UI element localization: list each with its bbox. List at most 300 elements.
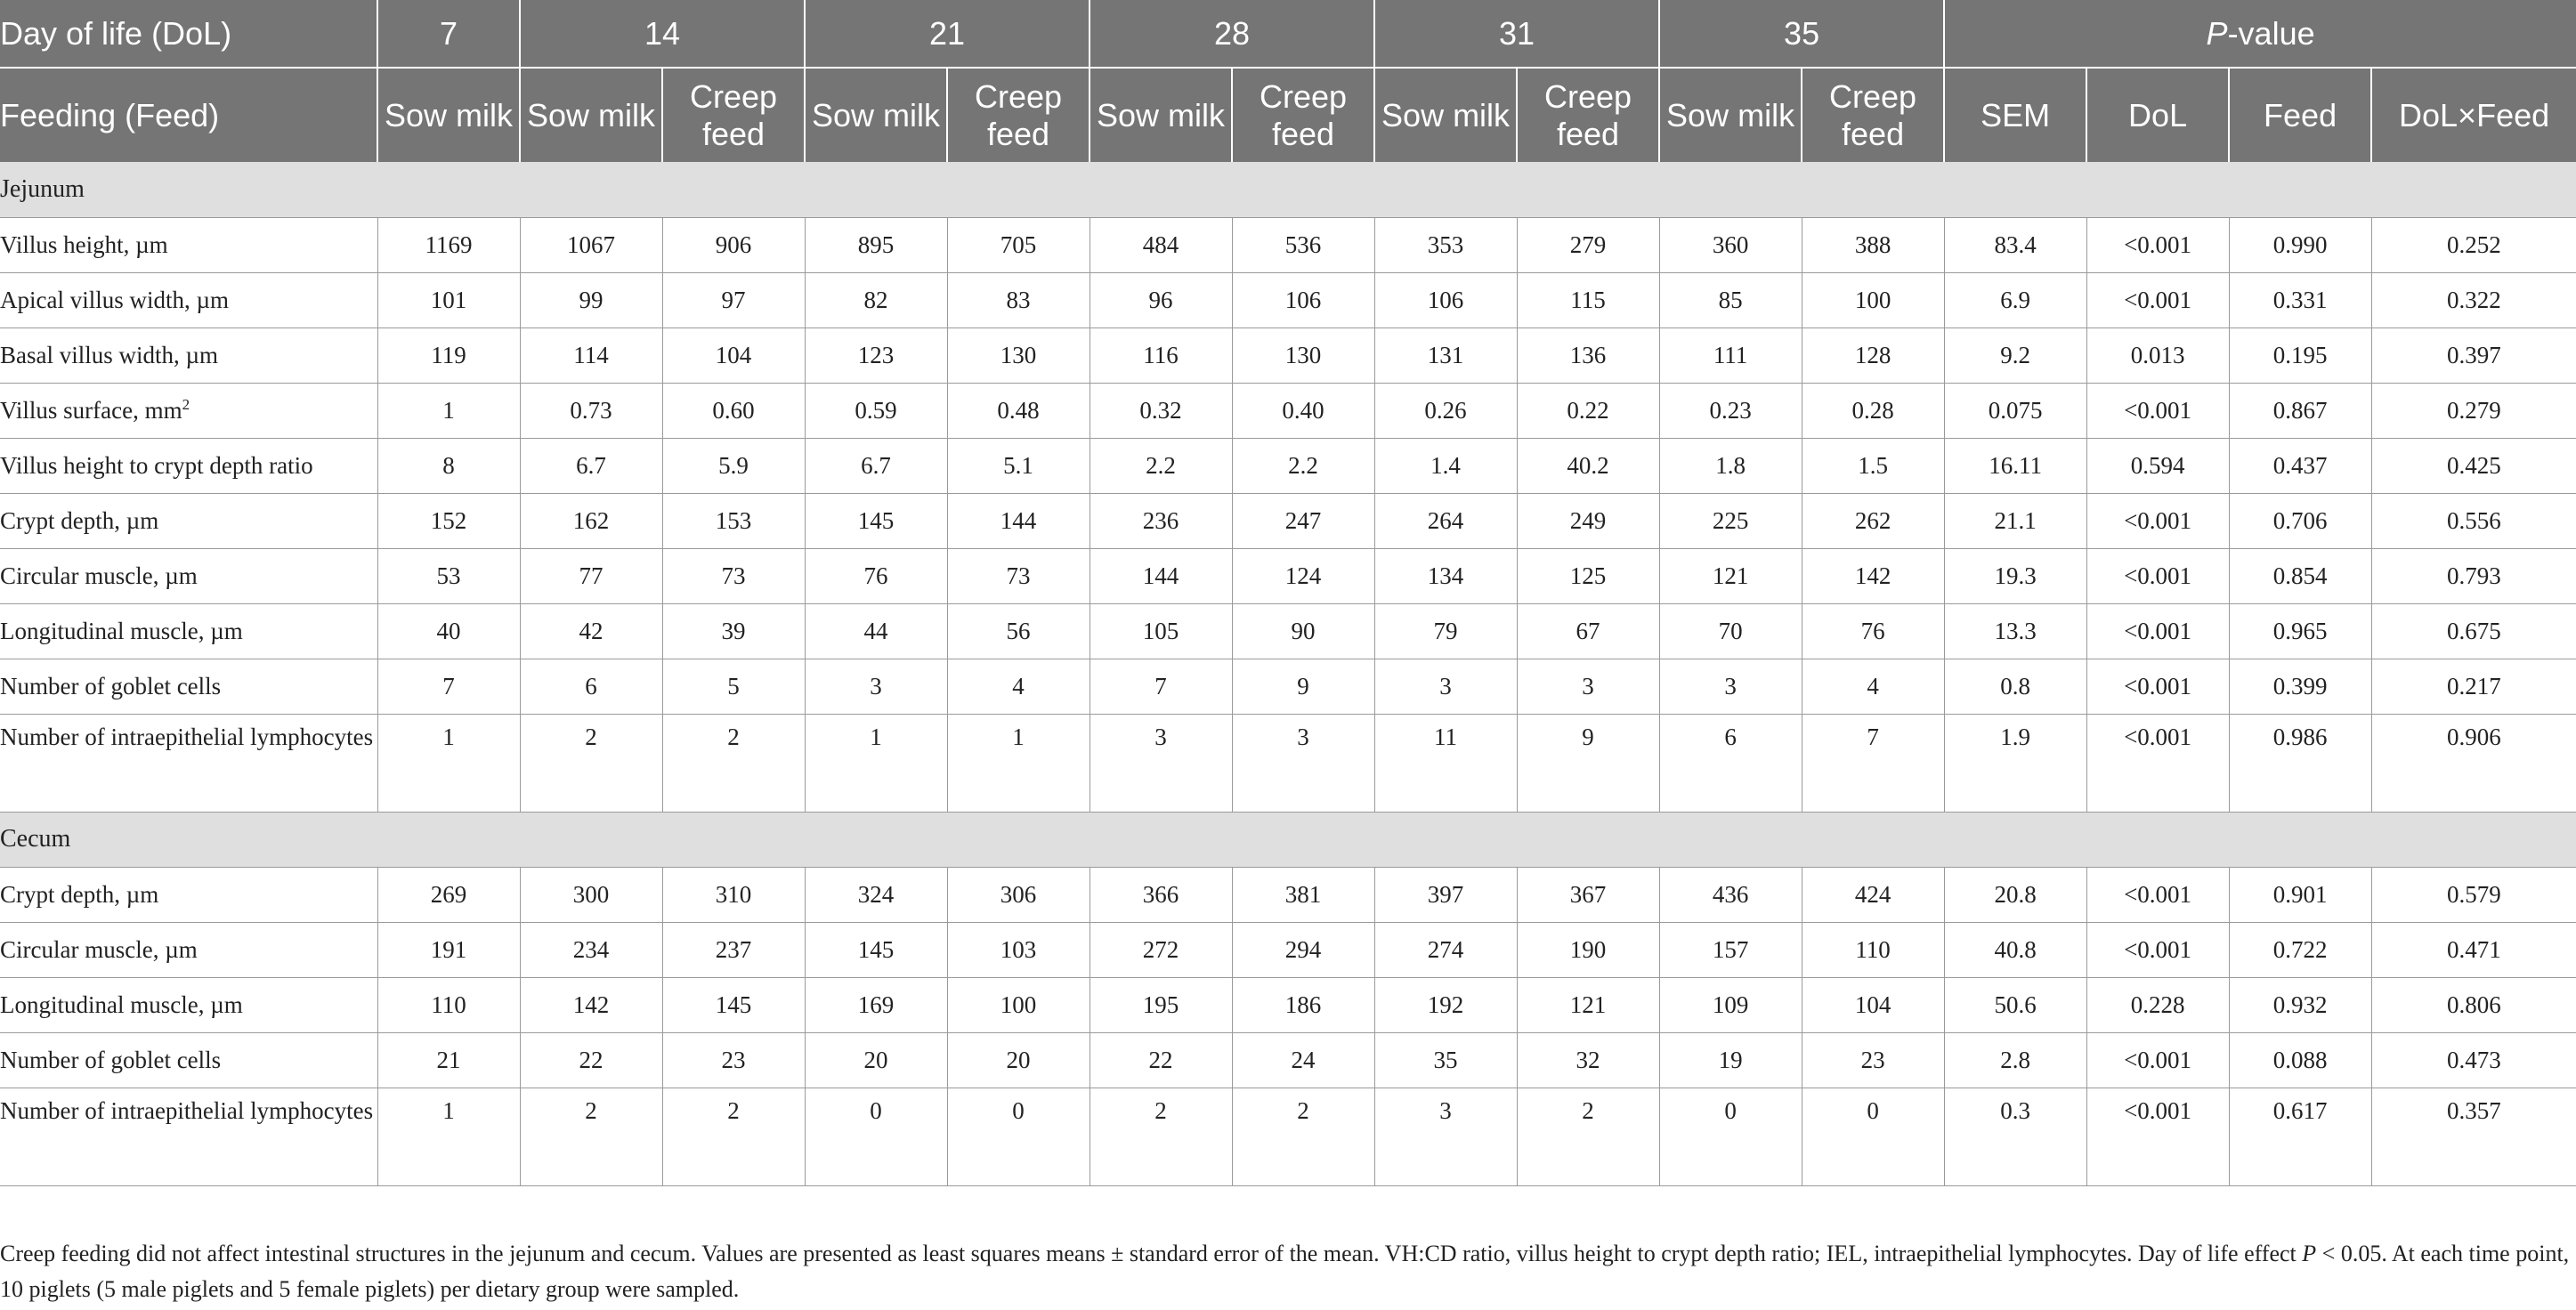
table-cell: 186 bbox=[1232, 977, 1374, 1032]
table-cell: 1.5 bbox=[1802, 438, 1944, 493]
table-cell: 234 bbox=[520, 922, 662, 977]
table-cell: 142 bbox=[520, 977, 662, 1032]
table-cell: 0.228 bbox=[2086, 977, 2229, 1032]
table-cell: 0.990 bbox=[2229, 217, 2371, 272]
table-cell: 0.806 bbox=[2371, 977, 2576, 1032]
table-cell: 0.013 bbox=[2086, 328, 2229, 383]
table-cell: 145 bbox=[662, 977, 805, 1032]
header-day-31: 31 bbox=[1374, 0, 1659, 68]
table-cell: 0.556 bbox=[2371, 493, 2576, 548]
table-cell: 6.9 bbox=[1944, 272, 2086, 328]
table-cell: 119 bbox=[377, 328, 520, 383]
table-footnote bbox=[0, 1236, 2576, 1307]
table-cell: 53 bbox=[377, 548, 520, 603]
table-cell: 1.4 bbox=[1374, 438, 1517, 493]
header-feeding-col: Creep feed bbox=[1232, 68, 1374, 162]
table-cell: 7 bbox=[1802, 714, 1944, 812]
table-row bbox=[0, 977, 2576, 1032]
table-cell: 895 bbox=[805, 217, 947, 272]
table-cell: 128 bbox=[1802, 328, 1944, 383]
table-cell: 20.8 bbox=[1944, 867, 2086, 922]
table-cell: 195 bbox=[1090, 977, 1232, 1032]
table-cell: 42 bbox=[520, 603, 662, 659]
table-cell: 388 bbox=[1802, 217, 1944, 272]
table-cell: 0.932 bbox=[2229, 977, 2371, 1032]
row-label bbox=[0, 922, 377, 977]
row-label bbox=[0, 217, 377, 272]
header-day-21: 21 bbox=[805, 0, 1090, 68]
table-cell: 104 bbox=[1802, 977, 1944, 1032]
table-cell: 153 bbox=[662, 493, 805, 548]
table-cell: 324 bbox=[805, 867, 947, 922]
table-cell: 5 bbox=[662, 659, 805, 714]
table-cell: 4 bbox=[947, 659, 1090, 714]
header-p-value bbox=[1944, 0, 2576, 68]
table-cell: 225 bbox=[1659, 493, 1802, 548]
table-cell: 73 bbox=[947, 548, 1090, 603]
table-cell: 110 bbox=[1802, 922, 1944, 977]
row-label-text: Villus surface, mm bbox=[0, 396, 182, 424]
table-cell: 0.901 bbox=[2229, 867, 2371, 922]
table-cell: 110 bbox=[377, 977, 520, 1032]
table-cell: 8 bbox=[377, 438, 520, 493]
table-row bbox=[0, 272, 2576, 328]
table-cell: 0.40 bbox=[1232, 383, 1374, 438]
table-cell: 23 bbox=[662, 1032, 805, 1088]
table-cell: 0.217 bbox=[2371, 659, 2576, 714]
table-cell: 0.73 bbox=[520, 383, 662, 438]
table-cell: 381 bbox=[1232, 867, 1374, 922]
table-cell: 367 bbox=[1517, 867, 1659, 922]
table-cell: 360 bbox=[1659, 217, 1802, 272]
table-cell: 0.357 bbox=[2371, 1088, 2576, 1185]
table-row bbox=[0, 867, 2576, 922]
table-cell: 22 bbox=[520, 1032, 662, 1088]
table-cell: 2.2 bbox=[1232, 438, 1374, 493]
table-cell: 0.867 bbox=[2229, 383, 2371, 438]
row-label bbox=[0, 328, 377, 383]
table-cell: 705 bbox=[947, 217, 1090, 272]
table-cell: 4 bbox=[1802, 659, 1944, 714]
header-feeding-col: Creep feed bbox=[1802, 68, 1944, 162]
row-label bbox=[0, 1088, 377, 1185]
table-cell: 0.3 bbox=[1944, 1088, 2086, 1185]
table-cell: <0.001 bbox=[2086, 714, 2229, 812]
table-cell: 274 bbox=[1374, 922, 1517, 977]
table-cell: 121 bbox=[1659, 548, 1802, 603]
table-cell: 40.2 bbox=[1517, 438, 1659, 493]
table-cell: 142 bbox=[1802, 548, 1944, 603]
table-cell: <0.001 bbox=[2086, 1032, 2229, 1088]
table-cell: 152 bbox=[377, 493, 520, 548]
table-cell: 249 bbox=[1517, 493, 1659, 548]
header-day-14: 14 bbox=[520, 0, 805, 68]
table-cell: 111 bbox=[1659, 328, 1802, 383]
table-cell: 0.437 bbox=[2229, 438, 2371, 493]
table-cell: 24 bbox=[1232, 1032, 1374, 1088]
header-feeding-col: Sow milk bbox=[1374, 68, 1517, 162]
table-cell: 2 bbox=[1232, 1088, 1374, 1185]
row-label bbox=[0, 383, 377, 438]
header-p-italic: P bbox=[2206, 14, 2228, 52]
table-cell: 130 bbox=[947, 328, 1090, 383]
table-cell: 0.088 bbox=[2229, 1032, 2371, 1088]
row-label bbox=[0, 548, 377, 603]
table-cell: 0.22 bbox=[1517, 383, 1659, 438]
table-cell: 0.579 bbox=[2371, 867, 2576, 922]
table-cell: 436 bbox=[1659, 867, 1802, 922]
section-label: Jejunum bbox=[0, 162, 2576, 217]
row-label bbox=[0, 867, 377, 922]
table-cell: 0.675 bbox=[2371, 603, 2576, 659]
table-cell: 310 bbox=[662, 867, 805, 922]
table-cell: 3 bbox=[805, 659, 947, 714]
table-cell: 1 bbox=[805, 714, 947, 812]
table-cell: <0.001 bbox=[2086, 867, 2229, 922]
table-cell: 1067 bbox=[520, 217, 662, 272]
table-row bbox=[0, 548, 2576, 603]
table-cell: 192 bbox=[1374, 977, 1517, 1032]
table-cell: 2 bbox=[662, 1088, 805, 1185]
table-cell: 2 bbox=[520, 714, 662, 812]
table-cell: 0.722 bbox=[2229, 922, 2371, 977]
table-cell: 21 bbox=[377, 1032, 520, 1088]
table-cell: 144 bbox=[947, 493, 1090, 548]
header-feeding-col: Sow milk bbox=[1659, 68, 1802, 162]
row-label bbox=[0, 977, 377, 1032]
table-row bbox=[0, 922, 2576, 977]
table-cell: 73 bbox=[662, 548, 805, 603]
table-cell: 96 bbox=[1090, 272, 1232, 328]
table-cell: 424 bbox=[1802, 867, 1944, 922]
row-label bbox=[0, 438, 377, 493]
header-feeding-col: Creep feed bbox=[662, 68, 805, 162]
section-label: Cecum bbox=[0, 812, 2576, 867]
row-label-text: Apical villus width, µm bbox=[0, 286, 230, 313]
table-cell: 85 bbox=[1659, 272, 1802, 328]
table-cell: 40.8 bbox=[1944, 922, 2086, 977]
header-day-35: 35 bbox=[1659, 0, 1944, 68]
table-cell: 97 bbox=[662, 272, 805, 328]
table-cell: 0.195 bbox=[2229, 328, 2371, 383]
header-feeding-col: Sow milk bbox=[805, 68, 947, 162]
table-cell: 306 bbox=[947, 867, 1090, 922]
header-feeding-label: Feeding (Feed) bbox=[0, 68, 377, 162]
table-cell: 2.2 bbox=[1090, 438, 1232, 493]
table-cell: 6 bbox=[1659, 714, 1802, 812]
table-cell: 23 bbox=[1802, 1032, 1944, 1088]
header-feeding-col: DoL×Feed bbox=[2371, 68, 2576, 162]
table-cell: 3 bbox=[1232, 714, 1374, 812]
table-body bbox=[0, 162, 2576, 1185]
table-cell: 0.32 bbox=[1090, 383, 1232, 438]
table-cell: 19.3 bbox=[1944, 548, 2086, 603]
row-label-text: Basal villus width, µm bbox=[0, 341, 219, 368]
table-cell: 7 bbox=[377, 659, 520, 714]
table-cell: <0.001 bbox=[2086, 272, 2229, 328]
table-row bbox=[0, 659, 2576, 714]
table-cell: 145 bbox=[805, 493, 947, 548]
table-cell: 90 bbox=[1232, 603, 1374, 659]
table-cell: 124 bbox=[1232, 548, 1374, 603]
table-cell: 40 bbox=[377, 603, 520, 659]
table-cell: 5.9 bbox=[662, 438, 805, 493]
table-cell: 2 bbox=[1090, 1088, 1232, 1185]
table-cell: 35 bbox=[1374, 1032, 1517, 1088]
row-label-text: Longitudinal muscle, µm bbox=[0, 617, 243, 644]
table-cell: 162 bbox=[520, 493, 662, 548]
table-cell: 169 bbox=[805, 977, 947, 1032]
table-row bbox=[0, 603, 2576, 659]
table-cell: 3 bbox=[1517, 659, 1659, 714]
table-cell: 353 bbox=[1374, 217, 1517, 272]
table-row bbox=[0, 438, 2576, 493]
table-cell: 125 bbox=[1517, 548, 1659, 603]
header-day-28: 28 bbox=[1090, 0, 1374, 68]
header-feeding-col: Sow milk bbox=[520, 68, 662, 162]
header-day-of-life-label: Day of life (DoL) bbox=[0, 0, 377, 68]
table-cell: 20 bbox=[947, 1032, 1090, 1088]
table-cell: 3 bbox=[1090, 714, 1232, 812]
row-label bbox=[0, 714, 377, 812]
table-cell: 0.594 bbox=[2086, 438, 2229, 493]
row-label-text: Villus height to crypt depth ratio bbox=[0, 451, 313, 479]
table-cell: 99 bbox=[520, 272, 662, 328]
section-row bbox=[0, 162, 2576, 217]
table-row bbox=[0, 328, 2576, 383]
table-cell: 0.617 bbox=[2229, 1088, 2371, 1185]
footnote-text-2: < 0.05. At each time point, 10 piglets (5 male piglets and 5 female piglets) per dietary group were sampled. bbox=[0, 1241, 2570, 1302]
footnote-p-italic: P bbox=[2302, 1241, 2317, 1266]
table-cell: 0.59 bbox=[805, 383, 947, 438]
table-cell: 6.7 bbox=[520, 438, 662, 493]
row-label-text: Number of intraepithelial lymphocytes bbox=[0, 1096, 374, 1124]
table-cell: 262 bbox=[1802, 493, 1944, 548]
table-row bbox=[0, 217, 2576, 272]
table-cell: 131 bbox=[1374, 328, 1517, 383]
table-cell: 103 bbox=[947, 922, 1090, 977]
table-cell: 77 bbox=[520, 548, 662, 603]
table-cell: 536 bbox=[1232, 217, 1374, 272]
table-cell: 115 bbox=[1517, 272, 1659, 328]
table-cell: 0.986 bbox=[2229, 714, 2371, 812]
table-cell: 100 bbox=[947, 977, 1090, 1032]
table-cell: 6.7 bbox=[805, 438, 947, 493]
table-cell: 0.322 bbox=[2371, 272, 2576, 328]
table-cell: 3 bbox=[1374, 659, 1517, 714]
table-cell: 136 bbox=[1517, 328, 1659, 383]
table-cell: 109 bbox=[1659, 977, 1802, 1032]
table-cell: 1 bbox=[377, 383, 520, 438]
table-cell: 0.471 bbox=[2371, 922, 2576, 977]
header-feeding-col: SEM bbox=[1944, 68, 2086, 162]
table-cell: 264 bbox=[1374, 493, 1517, 548]
table-cell: 106 bbox=[1232, 272, 1374, 328]
table-cell: 1 bbox=[377, 1088, 520, 1185]
table-cell: <0.001 bbox=[2086, 548, 2229, 603]
table-cell: 0.23 bbox=[1659, 383, 1802, 438]
footnote-text-1: Creep feeding did not affect intestinal structures in the jejunum and cecum. Values are presented as least squares means ± standard error of the mean. VH:CD ratio, villus height to crypt depth ratio; IEL, intraepithelial lymphocytes. Day of life effect bbox=[0, 1241, 2303, 1266]
header-row-day-of-life bbox=[0, 0, 2576, 68]
table-cell: 237 bbox=[662, 922, 805, 977]
table-cell: 484 bbox=[1090, 217, 1232, 272]
table-cell: 0.279 bbox=[2371, 383, 2576, 438]
row-label bbox=[0, 272, 377, 328]
table-cell: 7 bbox=[1090, 659, 1232, 714]
table-cell: 0.075 bbox=[1944, 383, 2086, 438]
table-cell: 70 bbox=[1659, 603, 1802, 659]
table-cell: 114 bbox=[520, 328, 662, 383]
table-cell: 191 bbox=[377, 922, 520, 977]
row-label-text: Crypt depth, µm bbox=[0, 880, 159, 908]
table-cell: 1 bbox=[947, 714, 1090, 812]
table-row bbox=[0, 1032, 2576, 1088]
table-cell: 236 bbox=[1090, 493, 1232, 548]
row-label-text: Circular muscle, µm bbox=[0, 562, 198, 589]
table-cell: 1169 bbox=[377, 217, 520, 272]
table-cell: 0.26 bbox=[1374, 383, 1517, 438]
table-cell: 21.1 bbox=[1944, 493, 2086, 548]
row-label-text: Number of goblet cells bbox=[0, 1046, 222, 1073]
table-cell: 9 bbox=[1232, 659, 1374, 714]
table-cell: 397 bbox=[1374, 867, 1517, 922]
section-row bbox=[0, 812, 2576, 867]
table-row bbox=[0, 493, 2576, 548]
table-cell: 116 bbox=[1090, 328, 1232, 383]
table-cell: 39 bbox=[662, 603, 805, 659]
table-cell: 0.906 bbox=[2371, 714, 2576, 812]
row-label-text: Crypt depth, µm bbox=[0, 506, 159, 534]
table-cell: 134 bbox=[1374, 548, 1517, 603]
header-day-7: 7 bbox=[377, 0, 520, 68]
table-cell: 269 bbox=[377, 867, 520, 922]
table-cell: 0.425 bbox=[2371, 438, 2576, 493]
table-cell: <0.001 bbox=[2086, 217, 2229, 272]
table-cell: 104 bbox=[662, 328, 805, 383]
table-cell: 79 bbox=[1374, 603, 1517, 659]
table-cell: 145 bbox=[805, 922, 947, 977]
table-cell: 906 bbox=[662, 217, 805, 272]
table-cell: 3 bbox=[1374, 1088, 1517, 1185]
table-cell: 0.965 bbox=[2229, 603, 2371, 659]
table-cell: 0.60 bbox=[662, 383, 805, 438]
table-cell: 50.6 bbox=[1944, 977, 2086, 1032]
table-cell: 190 bbox=[1517, 922, 1659, 977]
row-label-superscript: 2 bbox=[182, 395, 190, 413]
table-cell: 0.252 bbox=[2371, 217, 2576, 272]
table-cell: 0.397 bbox=[2371, 328, 2576, 383]
table-cell: 272 bbox=[1090, 922, 1232, 977]
row-label bbox=[0, 1032, 377, 1088]
table-cell: 82 bbox=[805, 272, 947, 328]
table-cell: 144 bbox=[1090, 548, 1232, 603]
table-cell: 0.473 bbox=[2371, 1032, 2576, 1088]
header-p-rest: -value bbox=[2227, 14, 2315, 52]
table-cell: 0 bbox=[1802, 1088, 1944, 1185]
table-cell: 2 bbox=[662, 714, 805, 812]
table-cell: 123 bbox=[805, 328, 947, 383]
table-cell: 2.8 bbox=[1944, 1032, 2086, 1088]
table-cell: 106 bbox=[1374, 272, 1517, 328]
table-cell: 6 bbox=[520, 659, 662, 714]
header-feeding-col: Creep feed bbox=[1517, 68, 1659, 162]
row-label-text: Longitudinal muscle, µm bbox=[0, 991, 243, 1018]
table-cell: <0.001 bbox=[2086, 603, 2229, 659]
table-row bbox=[0, 1088, 2576, 1185]
table-cell: 0.706 bbox=[2229, 493, 2371, 548]
table-cell: 67 bbox=[1517, 603, 1659, 659]
table-cell: 1.8 bbox=[1659, 438, 1802, 493]
table-cell: 100 bbox=[1802, 272, 1944, 328]
table-cell: 0 bbox=[1659, 1088, 1802, 1185]
table-cell: 0.28 bbox=[1802, 383, 1944, 438]
header-feeding-col: DoL bbox=[2086, 68, 2229, 162]
table-cell: 0.331 bbox=[2229, 272, 2371, 328]
header-feeding-col: Sow milk bbox=[1090, 68, 1232, 162]
header-feeding-col: Creep feed bbox=[947, 68, 1090, 162]
table-cell: 366 bbox=[1090, 867, 1232, 922]
table-cell: <0.001 bbox=[2086, 1088, 2229, 1185]
table-cell: 0.854 bbox=[2229, 548, 2371, 603]
table-cell: 130 bbox=[1232, 328, 1374, 383]
table-cell: 0.8 bbox=[1944, 659, 2086, 714]
table-cell: 9 bbox=[1517, 714, 1659, 812]
table-cell: 3 bbox=[1659, 659, 1802, 714]
table-cell: 101 bbox=[377, 272, 520, 328]
table-cell: 83 bbox=[947, 272, 1090, 328]
table-cell: <0.001 bbox=[2086, 493, 2229, 548]
table-cell: <0.001 bbox=[2086, 659, 2229, 714]
header-feeding-col: Feed bbox=[2229, 68, 2371, 162]
table-cell: 2 bbox=[520, 1088, 662, 1185]
table-cell: 157 bbox=[1659, 922, 1802, 977]
table-cell: 11 bbox=[1374, 714, 1517, 812]
header-row-feeding bbox=[0, 68, 2576, 162]
table-cell: 13.3 bbox=[1944, 603, 2086, 659]
table-cell: 1 bbox=[377, 714, 520, 812]
row-label-text: Number of intraepithelial lymphocytes bbox=[0, 723, 374, 750]
table-cell: 0 bbox=[947, 1088, 1090, 1185]
row-label-text: Circular muscle, µm bbox=[0, 935, 198, 963]
table-cell: 32 bbox=[1517, 1032, 1659, 1088]
table-cell: 0.793 bbox=[2371, 548, 2576, 603]
table-row bbox=[0, 714, 2576, 812]
table-cell: <0.001 bbox=[2086, 383, 2229, 438]
table-cell: 294 bbox=[1232, 922, 1374, 977]
table-cell: 83.4 bbox=[1944, 217, 2086, 272]
table-cell: 22 bbox=[1090, 1032, 1232, 1088]
row-label bbox=[0, 603, 377, 659]
row-label bbox=[0, 493, 377, 548]
table-cell: 20 bbox=[805, 1032, 947, 1088]
table-cell: 2 bbox=[1517, 1088, 1659, 1185]
table-cell: 105 bbox=[1090, 603, 1232, 659]
table-cell: 5.1 bbox=[947, 438, 1090, 493]
table-cell: 247 bbox=[1232, 493, 1374, 548]
table-cell: 121 bbox=[1517, 977, 1659, 1032]
table-cell: 56 bbox=[947, 603, 1090, 659]
row-label-text: Villus height, µm bbox=[0, 230, 168, 258]
table-cell: 19 bbox=[1659, 1032, 1802, 1088]
table-cell: <0.001 bbox=[2086, 922, 2229, 977]
table-cell: 300 bbox=[520, 867, 662, 922]
table-cell: 1.9 bbox=[1944, 714, 2086, 812]
table-cell: 0 bbox=[805, 1088, 947, 1185]
row-label-text: Number of goblet cells bbox=[0, 672, 222, 699]
header-feeding-col: Sow milk bbox=[377, 68, 520, 162]
table-cell: 9.2 bbox=[1944, 328, 2086, 383]
table-row bbox=[0, 383, 2576, 438]
